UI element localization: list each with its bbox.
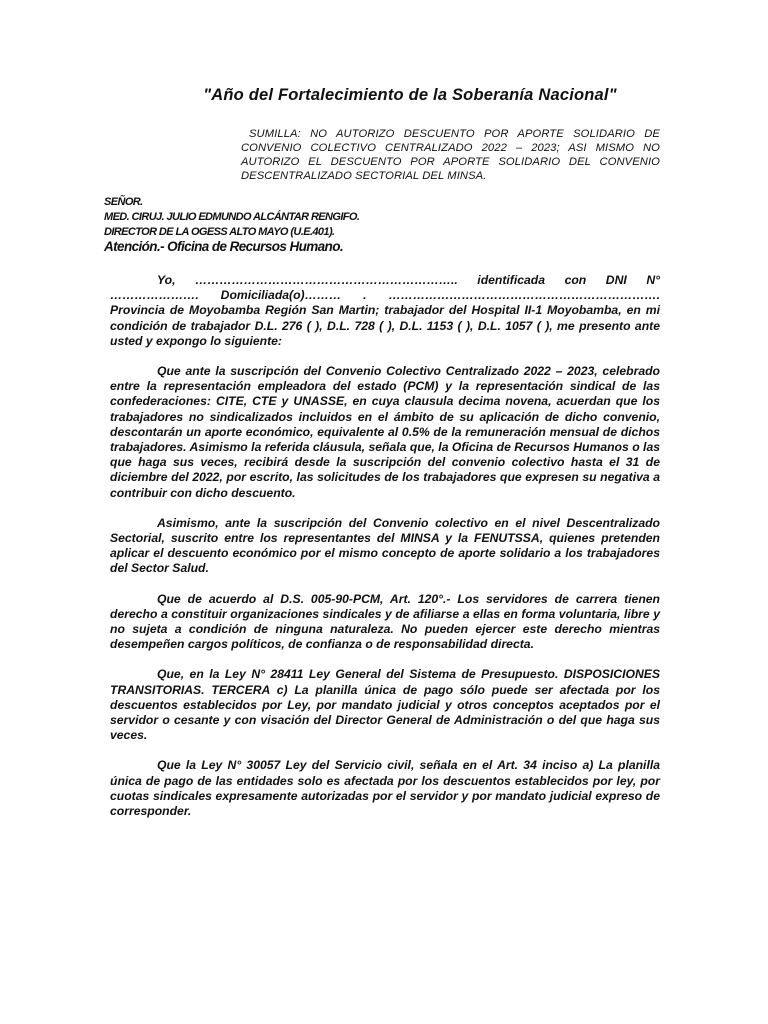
paragraph-convenio-centralizado: Que ante la suscripción del Convenio Colectivo Centralizado 2022 – 2023, celebrado entre la representación empleadora del estado (PCM) y la representación sindical de las confederaciones: CITE, CTE y UNASSE, en cuya clausula decima novena, acuerdan que los trabajadores no sindicalizados incluidos en el ámbito de su aplicación de dicho convenio, descontarán un aporte económico, equivalente al 0.5% de la remuneración mensual de dichos trabajadores. Asimismo la referida cláusula, señala que, la Oficina de Recursos Humanos o las que haga sus veces, recibirá desde la suscripción del convenio colectivo hasta el 31 de diciembre del 2022, por escrito, las solicitudes de los trabajadores que expresen su negativa a contribuir con dicho descuento. <box>110 364 660 500</box>
attention-line: Atención.- Oficina de Recursos Humano. <box>104 239 343 254</box>
paragraph-ley-28411: Que, en la Ley N° 28411 Ley General del Sistema de Presupuesto. DISPOSICIONES TRANSITORIAS. TERCERA c) La planilla única de pago sólo puede ser afectada por los descuentos establecidos por Ley, por mandato judicial y otros conceptos aceptados por el servidor o cesante y con visación del Director General de Administración o del que haga sus veces. <box>110 667 660 743</box>
addressee-salutation: SEÑOR. <box>104 196 143 208</box>
sumilla-block: SUMILLA: NO AUTORIZO DESCUENTO POR APORTE SOLIDARIO DE CONVENIO COLECTIVO CENTRALIZADO 2022 – 2023; ASI MISMO NO AUTORIZO EL DESCUENTO POR APORTE SOLIDARIO DEL CONVENIO DESCENTRALIZADO SECTORIAL DEL MINSA. <box>241 128 660 182</box>
paragraph-ley-30057: Que la Ley N° 30057 Ley del Servicio civil, señala en el Art. 34 inciso a) La planilla única de pago de las entidades solo es afectada por los descuentos establecidos por ley, por cuotas sindicales expresamente autorizadas por el servidor y por mandato judicial expreso de corresponder. <box>110 758 660 819</box>
addressee-block <box>104 195 524 240</box>
paragraph-convenio-descentralizado: Asimismo, ante la suscripción del Convenio colectivo en el nivel Descentralizado Sectorial, suscrito entre los representantes del MINSA y la FENUTSSA, quienes pretenden aplicar el descuento económico por el mismo concepto de aporte solidario a los trabajadores del Sector Salud. <box>110 515 660 576</box>
paragraph-intro: Yo, ……………………………………………………….. identificada con DNI N° …………………. Domiciliada(o)……… . …………………………………………………………. Provincia de Moyobamba Región San Martin; trabajador del Hospital II-1 Moyobamba, en mi condición de trabajador D.L. 276 ( ), D.L. 728 ( ), D.L. 1153 ( ), D.L. 1057 ( ), me presento ante usted y expongo lo siguiente: <box>110 273 660 348</box>
document-body <box>110 273 660 834</box>
addressee-position: DIRECTOR DE LA OGESS ALTO MAYO (U.E.401). <box>104 226 335 238</box>
addressee-name: MED. CIRUJ. JULIO EDMUNDO ALCÁNTAR RENGIFO. <box>104 211 360 223</box>
document-title: "Año del Fortalecimiento de la Soberanía Nacional" <box>203 86 617 104</box>
paragraph-ds-005-90-pcm: Que de acuerdo al D.S. 005-90-PCM, Art. 120°.- Los servidores de carrera tienen derecho a constituir organizaciones sindicales y de afiliarse a ellas en forma voluntaria, libre y no sujeta a condición de ninguna naturaleza. No pueden ejercer este derecho mientras desempeñen cargos políticos, de confianza o de responsabilidad directa. <box>110 591 660 652</box>
